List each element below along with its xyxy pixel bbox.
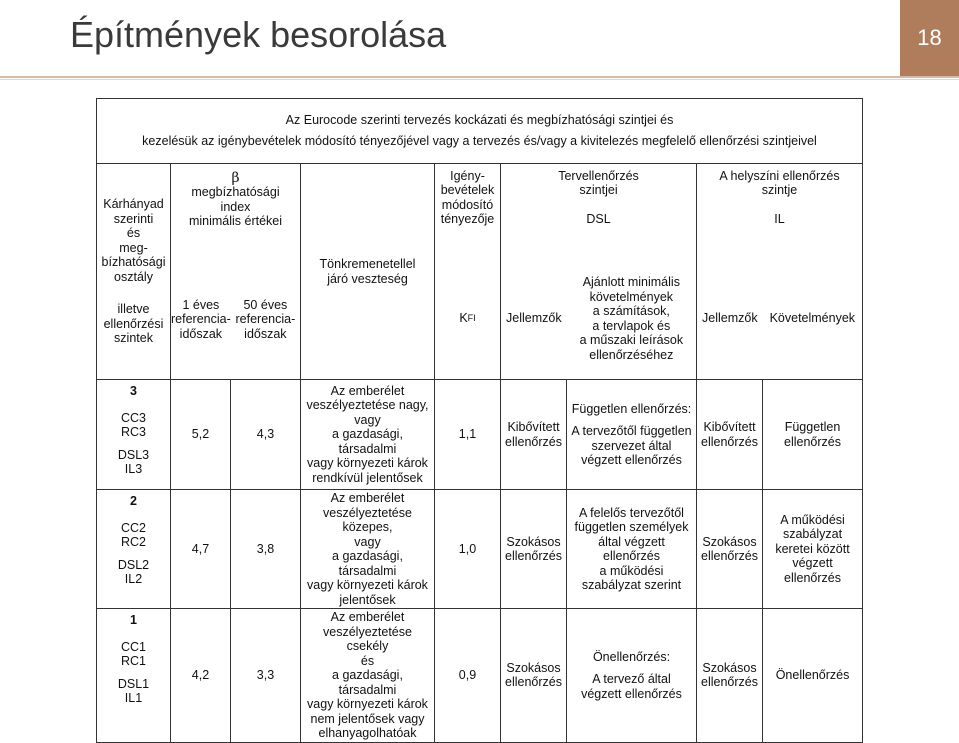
text-line: CC1 xyxy=(120,639,146,654)
dsl-label xyxy=(501,169,696,198)
text-line: vagy környezeti károk xyxy=(307,578,428,592)
class-codes xyxy=(99,411,168,477)
text-line: veszélyeztetése közepes, xyxy=(323,505,412,534)
text-line: Az emberélet xyxy=(330,610,405,624)
text-line: a műszaki leírások xyxy=(579,333,684,347)
dsl-requirements-cell xyxy=(567,490,697,609)
il-requirements: Követelmények xyxy=(769,311,856,326)
text-line: Az emberélet xyxy=(330,491,405,505)
text-line: vagy környezeti károk xyxy=(307,456,428,471)
class-number: 1 xyxy=(130,613,137,627)
class-cell xyxy=(97,380,171,490)
text-line: szerinti xyxy=(113,211,154,226)
page-number: 18 xyxy=(900,0,959,76)
text-line: szabályzat szerint xyxy=(581,578,682,592)
kfi-sub: FI xyxy=(467,313,476,324)
text-line: 1 éves xyxy=(182,297,220,312)
il-characteristics-cell xyxy=(697,609,763,743)
header-class xyxy=(97,164,171,380)
text-line: Kárhányad xyxy=(103,197,164,212)
text-line: követelmények xyxy=(589,289,674,304)
text-line: Önellenőrzés: xyxy=(592,649,671,664)
text-line: ellenőrzés xyxy=(505,675,562,690)
dsl-code: DSL xyxy=(586,211,611,226)
text-line: ellenőrzés xyxy=(505,549,562,563)
text-line: időszak xyxy=(244,326,287,341)
intro-cell xyxy=(97,99,863,164)
text-line: végzett ellenőrzés xyxy=(581,686,682,701)
header-beta xyxy=(171,164,301,380)
text-line: elhanyagolhatóak xyxy=(318,726,417,740)
text-line: ellenőrzés xyxy=(784,434,841,449)
text-line: a gazdasági, társadalmi xyxy=(332,549,403,578)
slide-title: Építmények besorolása xyxy=(70,14,447,55)
table-row xyxy=(97,380,863,490)
text-line: CC2 xyxy=(120,520,146,535)
dsl-characteristics-cell xyxy=(501,490,567,609)
header-il xyxy=(697,164,863,380)
text-line: keretei között xyxy=(775,541,850,556)
text-line: Tönkremenetellel xyxy=(319,257,416,271)
il-characteristics: Jellemzők xyxy=(702,311,758,326)
class-codes xyxy=(99,521,168,587)
text-line: RC3 xyxy=(120,425,146,439)
class-codes xyxy=(99,640,168,706)
beta-label xyxy=(171,185,300,229)
text-line: szervezet által xyxy=(591,438,672,453)
header-rule xyxy=(0,76,959,78)
text-line: DSL1 xyxy=(117,676,150,691)
text-line: a gazdasági, társadalmi xyxy=(332,668,403,697)
text-line: módosító xyxy=(441,197,494,212)
text-line: ellenőrzés xyxy=(505,434,562,449)
loss-cell xyxy=(301,380,435,490)
text-line: Kibővített xyxy=(703,420,756,434)
kfi-symbol xyxy=(435,259,500,379)
text-line: RC1 xyxy=(120,654,146,668)
text-line: Önellenőrzés xyxy=(775,668,850,682)
text-line xyxy=(99,550,168,558)
dsl-characteristics: Jellemzők xyxy=(506,311,562,326)
beta-1-value: 4,2 xyxy=(171,609,231,743)
text-line: A felelős tervezőtől xyxy=(579,505,684,520)
intro-line-2: kezelésük az igénybevételek módosító tényezőjével vagy a tervezés és/vagy a kivitelezés megfelelő ellenőrzési szintjeivel xyxy=(142,134,817,148)
beta-50-value: 3,3 xyxy=(231,609,301,743)
text-line: illetve xyxy=(117,302,150,317)
text-line: 50 éves xyxy=(243,297,288,312)
text-line: járó veszteség xyxy=(327,271,408,286)
il-characteristics-cell xyxy=(697,380,763,490)
il-characteristics-cell xyxy=(697,490,763,609)
text-line: és xyxy=(360,653,375,668)
class-cell xyxy=(97,609,171,743)
text-line xyxy=(99,440,168,448)
text-line: időszak xyxy=(179,326,223,341)
header-dsl xyxy=(501,164,697,380)
text-line: DSL3 xyxy=(117,447,150,462)
text-line: index xyxy=(220,199,251,214)
beta-1-value: 5,2 xyxy=(171,380,231,490)
text-line: Kibővített xyxy=(507,420,560,434)
text-line: Szokásos xyxy=(506,534,561,549)
text-line: Független xyxy=(784,420,841,434)
table-body xyxy=(97,380,863,743)
text-line: végzett xyxy=(792,556,833,571)
header-row xyxy=(97,164,863,380)
dsl-requirements xyxy=(567,275,696,362)
class-number: 3 xyxy=(130,384,137,398)
table-row xyxy=(97,490,863,609)
kfi-value: 1,0 xyxy=(435,490,501,609)
header-loss xyxy=(301,164,435,380)
text-line: veszélyeztetése nagy, xyxy=(306,398,429,413)
text-line: ellenőrzés xyxy=(603,549,660,563)
text-line: független személyek xyxy=(574,520,689,534)
text-line xyxy=(99,669,168,677)
text-line: A működési xyxy=(780,512,845,527)
text-line: vagy xyxy=(354,534,381,549)
header-kfi xyxy=(435,164,501,380)
text-line: tényezője xyxy=(440,212,495,226)
text-line: meg- xyxy=(119,240,148,255)
text-line: a gazdasági, társadalmi xyxy=(332,427,403,456)
text-line: Tervellenőrzés xyxy=(558,168,639,183)
il-code: IL xyxy=(774,211,785,226)
il-label xyxy=(697,169,862,198)
text-line: ellenőrzés xyxy=(784,570,841,585)
text-line: ellenőrzés xyxy=(701,675,758,690)
text-line: végzett ellenőrzés xyxy=(581,453,682,467)
text-line: Ajánlott minimális xyxy=(582,275,680,289)
text-line: szabályzat xyxy=(782,527,843,542)
classification-table xyxy=(96,98,862,740)
il-requirements-cell xyxy=(763,380,863,490)
text-line: Független ellenőrzés: xyxy=(571,401,692,416)
text-line: által végzett xyxy=(598,534,665,549)
loss-cell xyxy=(301,490,435,609)
text-line: vagy xyxy=(354,412,381,427)
dsl-characteristics-cell xyxy=(501,380,567,490)
class-cell xyxy=(97,490,171,609)
text-line: CC3 xyxy=(120,410,146,425)
text-line: ellenőrzési xyxy=(103,316,164,331)
text-line: megbízhatósági xyxy=(191,185,280,199)
kfi-label xyxy=(435,165,500,259)
text-line: referencia- xyxy=(235,312,296,327)
beta-50-value: 4,3 xyxy=(231,380,301,490)
text-line: bevételek xyxy=(440,183,495,197)
text-line: DSL2 xyxy=(117,557,150,572)
text-line: minimális értékei xyxy=(188,214,283,228)
beta-1-year xyxy=(171,298,231,342)
text-line: ellenőrzés xyxy=(701,434,758,449)
text-line: RC2 xyxy=(120,535,146,549)
text-line: A helyszíni ellenőrzés xyxy=(719,168,840,183)
text-line: osztály xyxy=(114,269,153,284)
beta-50-value: 3,8 xyxy=(231,490,301,609)
kfi-k: K xyxy=(459,311,468,326)
kfi-value: 1,1 xyxy=(435,380,501,490)
text-line: jelentősek xyxy=(339,592,396,607)
header-rule-thin xyxy=(0,79,959,80)
text-line: Szokásos xyxy=(506,660,561,675)
kfi-value: 0,9 xyxy=(435,609,501,743)
dsl-characteristics-cell xyxy=(501,609,567,743)
text-line: Igény- xyxy=(450,168,485,183)
text-line: veszélyeztetése csekély xyxy=(323,624,412,653)
text-line: szintjei xyxy=(579,183,618,197)
text-line: A tervező által xyxy=(592,672,671,686)
text-line: nem jelentősek vagy xyxy=(310,711,425,726)
header-class-bottom xyxy=(99,302,168,346)
text-line: A tervezőtől független xyxy=(571,424,692,438)
text-line: Szokásos xyxy=(702,660,757,675)
text-line xyxy=(569,416,694,424)
header-class-top xyxy=(99,197,168,284)
text-line: a tervlapok és xyxy=(592,318,671,333)
text-line xyxy=(569,664,694,672)
loss-cell xyxy=(301,609,435,743)
text-line: ellenőrzéséhez xyxy=(589,347,674,362)
text-line: ellenőrzés xyxy=(701,549,758,563)
text-line: IL3 xyxy=(124,462,143,476)
text-line: a számítások, xyxy=(592,304,670,318)
il-requirements-cell xyxy=(763,490,863,609)
table-row xyxy=(97,609,863,743)
text-line: a működési xyxy=(599,563,664,578)
text-line: és xyxy=(126,226,141,241)
dsl-requirements-cell xyxy=(567,380,697,490)
text-line: Az emberélet xyxy=(330,383,405,398)
il-requirements-cell xyxy=(763,609,863,743)
beta-1-value: 4,7 xyxy=(171,490,231,609)
text-line: IL1 xyxy=(124,691,143,705)
text-line: szintek xyxy=(114,331,153,346)
intro-line-1: Az Eurocode szerinti tervezés kockázati és megbízhatósági szintjei és xyxy=(285,113,674,127)
text-line: IL2 xyxy=(124,572,143,586)
class-number: 2 xyxy=(130,494,137,508)
text-line: bízhatósági xyxy=(101,255,166,270)
text-line: Szokásos xyxy=(702,534,757,549)
text-line: rendkívül jelentősek xyxy=(312,470,423,485)
text-line: szintje xyxy=(761,183,798,197)
text-line: vagy környezeti károk xyxy=(307,697,428,711)
dsl-requirements-cell xyxy=(567,609,697,743)
text-line: referencia- xyxy=(171,312,231,327)
beta-50-year xyxy=(231,298,300,342)
beta-symbol: β xyxy=(231,169,240,186)
